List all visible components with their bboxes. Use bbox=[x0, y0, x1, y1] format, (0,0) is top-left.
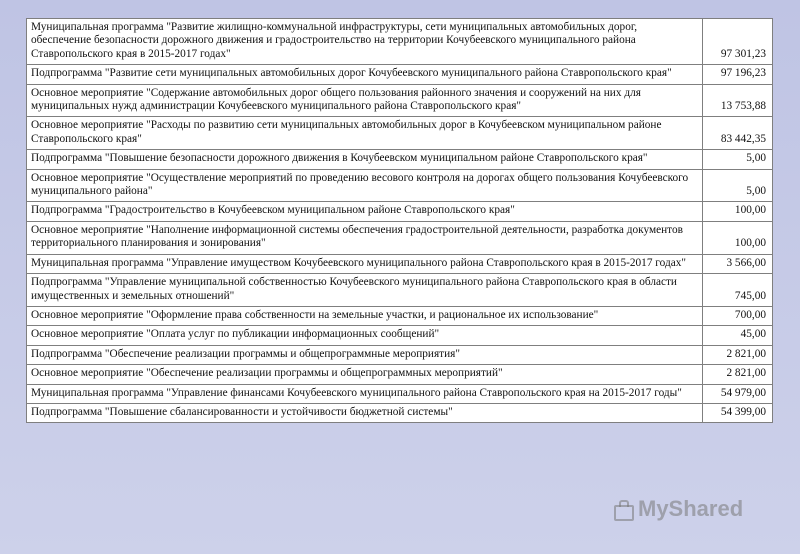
row-amount: 5,00 bbox=[703, 150, 773, 169]
row-description: Подпрограмма "Повышение сбалансированности и устойчивости бюджетной системы" bbox=[27, 403, 703, 422]
budget-table bbox=[26, 18, 773, 423]
table-row bbox=[27, 254, 773, 273]
table-row bbox=[27, 19, 773, 65]
table-row bbox=[27, 306, 773, 325]
row-description: Основное мероприятие "Наполнение информационной системы обеспечения градостроительной деятельности, разработка документов территориального планирования и зонирования" bbox=[27, 221, 703, 254]
table-row bbox=[27, 326, 773, 345]
table-row bbox=[27, 384, 773, 403]
table-row bbox=[27, 84, 773, 117]
row-description: Подпрограмма "Повышение безопасности дорожного движения в Кочубеевском муниципальном районе Ставропольского края" bbox=[27, 150, 703, 169]
row-amount: 2 821,00 bbox=[703, 365, 773, 384]
row-amount: 13 753,88 bbox=[703, 84, 773, 117]
row-amount: 83 442,35 bbox=[703, 117, 773, 150]
watermark-text: MyShared bbox=[638, 496, 744, 521]
row-description: Подпрограмма "Градостроительство в Кочубеевском муниципальном районе Ставропольского края" bbox=[27, 202, 703, 221]
row-description: Муниципальная программа "Развитие жилищно-коммунальной инфраструктуры, сети муниципальных автомобильных дорог, обеспечение безопасности дорожного движения и градостроительство на территории Кочубеевского муниципального района Ставропольского края в 2015-2017 годах" bbox=[27, 19, 703, 65]
table-row bbox=[27, 345, 773, 364]
row-description: Основное мероприятие "Содержание автомобильных дорог общего пользования районного значения и сооружений на них для муниципальных нужд администрации Кочубеевского муниципального района Ставропольского края" bbox=[27, 84, 703, 117]
table-row bbox=[27, 221, 773, 254]
table-row bbox=[27, 65, 773, 84]
row-description: Основное мероприятие "Расходы по развитию сети муниципальных автомобильных дорог в Кочубеевском муниципальном районе Ставропольского края" bbox=[27, 117, 703, 150]
row-description: Муниципальная программа "Управление имуществом Кочубеевского муниципального района Ставропольского края в 2015-2017 годах" bbox=[27, 254, 703, 273]
row-amount: 745,00 bbox=[703, 274, 773, 307]
row-amount: 54 979,00 bbox=[703, 384, 773, 403]
row-amount: 54 399,00 bbox=[703, 403, 773, 422]
table-row bbox=[27, 117, 773, 150]
table-row bbox=[27, 202, 773, 221]
row-description: Подпрограмма "Развитие сети муниципальных автомобильных дорог Кочубеевского муниципального района Ставропольского края" bbox=[27, 65, 703, 84]
table-row bbox=[27, 169, 773, 202]
row-description: Подпрограмма "Обеспечение реализации программы и общепрограммные мероприятия" bbox=[27, 345, 703, 364]
row-amount: 2 821,00 bbox=[703, 345, 773, 364]
row-amount: 5,00 bbox=[703, 169, 773, 202]
row-description: Основное мероприятие "Осуществление мероприятий по проведению весового контроля на дорогах общего пользования Кочубеевского муниципального района" bbox=[27, 169, 703, 202]
row-amount: 700,00 bbox=[703, 306, 773, 325]
row-description: Муниципальная программа "Управление финансами Кочубеевского муниципального района Ставропольского края на 2015-2017 годы" bbox=[27, 384, 703, 403]
row-amount: 97 196,23 bbox=[703, 65, 773, 84]
row-description: Основное мероприятие "Обеспечение реализации программы и общепрограммных мероприятий" bbox=[27, 365, 703, 384]
row-description: Основное мероприятие "Оформление права собственности на земельные участки, и рациональное их использование" bbox=[27, 306, 703, 325]
table-row bbox=[27, 274, 773, 307]
row-amount: 45,00 bbox=[703, 326, 773, 345]
row-amount: 100,00 bbox=[703, 202, 773, 221]
row-description: Подпрограмма "Управление муниципальной собственностью Кочубеевского муниципального района Ставропольского края в области имущественных и земельных отношений" bbox=[27, 274, 703, 307]
table-row bbox=[27, 150, 773, 169]
row-amount: 97 301,23 bbox=[703, 19, 773, 65]
table-row bbox=[27, 403, 773, 422]
table-row bbox=[27, 365, 773, 384]
row-amount: 100,00 bbox=[703, 221, 773, 254]
row-amount: 3 566,00 bbox=[703, 254, 773, 273]
row-description: Основное мероприятие "Оплата услуг по публикации информационных сообщений" bbox=[27, 326, 703, 345]
